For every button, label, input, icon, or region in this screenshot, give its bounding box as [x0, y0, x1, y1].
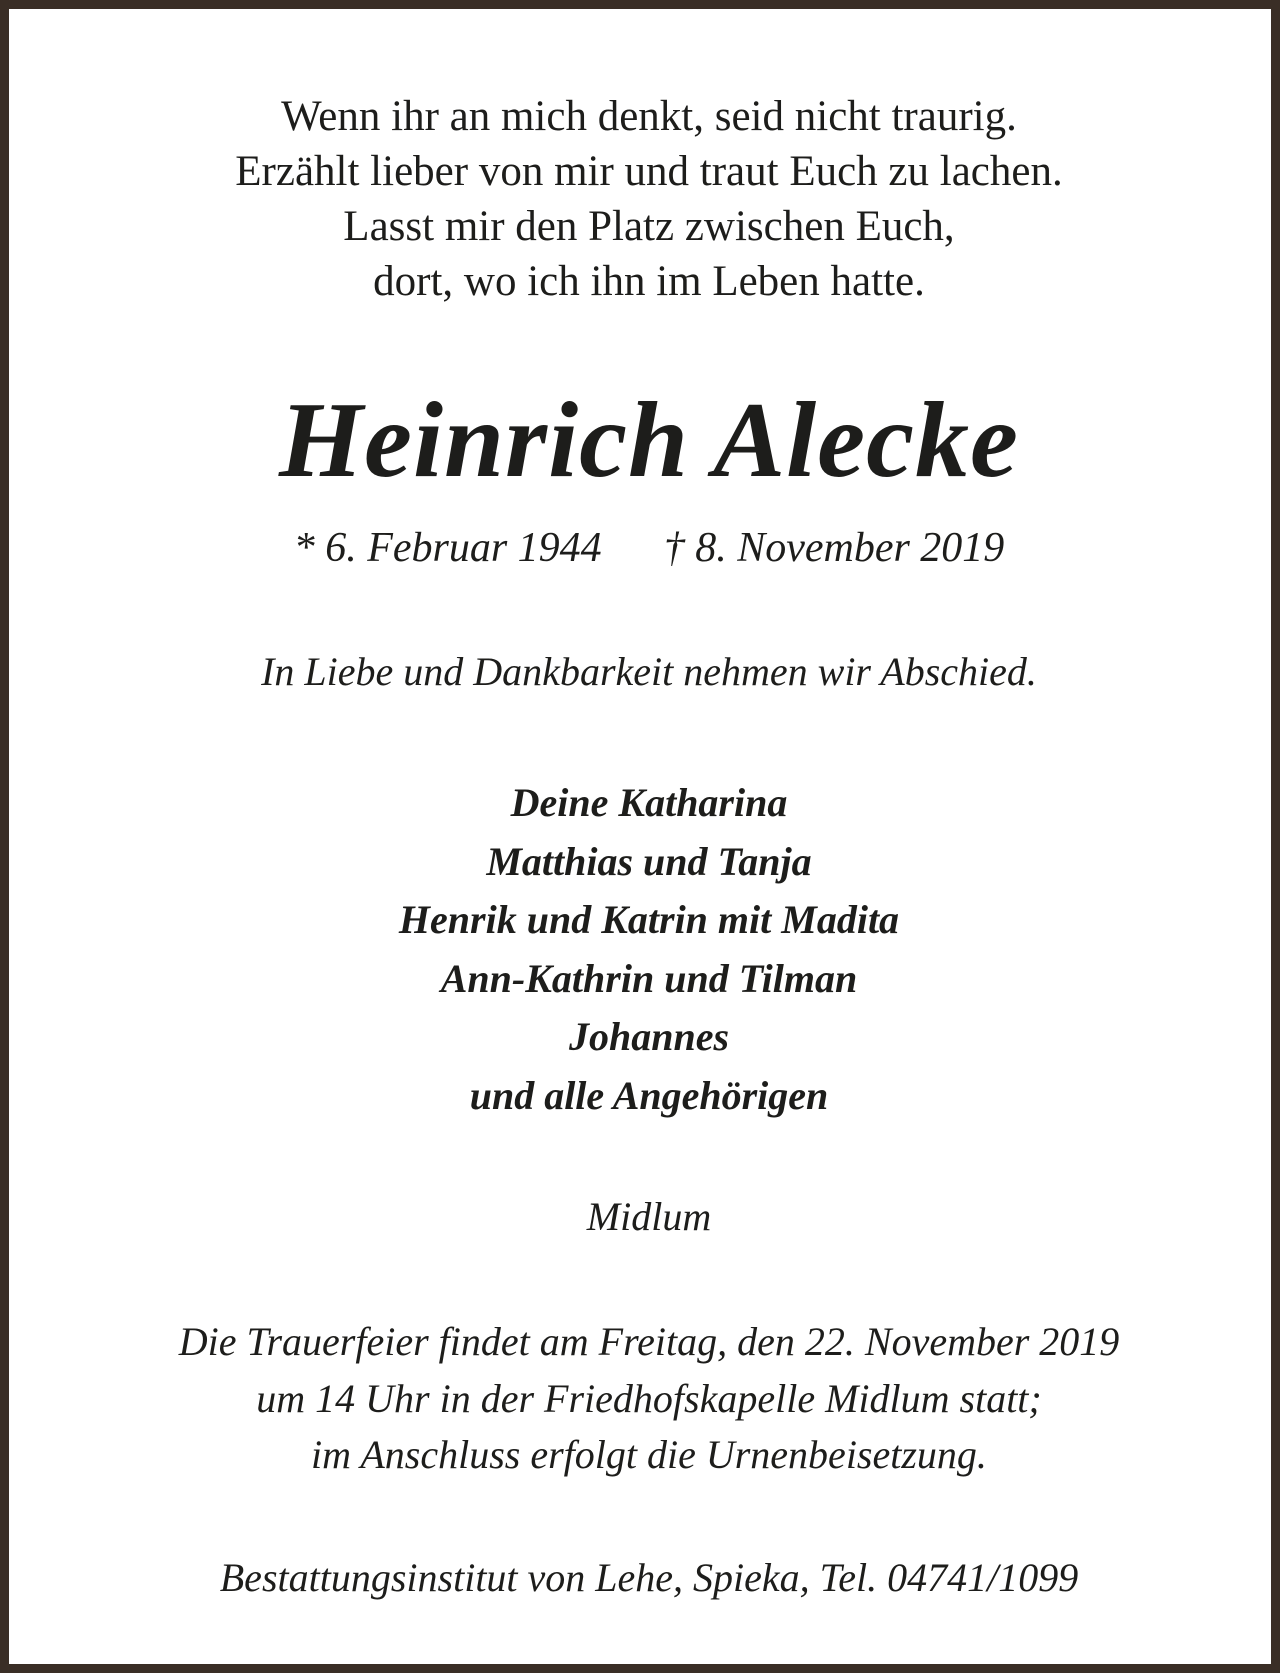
poem-line: Wenn ihr an mich denkt, seid nicht traurig.: [281, 93, 1017, 140]
poem-line: Lasst mir den Platz zwischen Euch,: [343, 203, 955, 250]
ceremony-line: um 14 Uhr in der Friedhofskapelle Midlum statt;: [256, 1375, 1042, 1421]
poem-line: Erzählt lieber von mir und traut Euch zu lachen.: [235, 148, 1063, 195]
mourners-list: [9, 774, 1280, 1125]
death-date: † 8. November 2019: [663, 525, 1005, 571]
mourner-line: und alle Angehörigen: [469, 1072, 829, 1118]
ceremony-line: im Anschluss erfolgt die Urnenbeisetzung.: [311, 1432, 987, 1477]
ceremony-info: [9, 1314, 1280, 1484]
mourner-line: Johannes: [568, 1014, 730, 1059]
mourner-line: Ann-Kathrin und Tilman: [440, 955, 858, 1001]
ceremony-line: Die Trauerfeier findet am Freitag, den 22. November 2019: [178, 1319, 1120, 1364]
mourner-line: Henrik und Katrin mit Madita: [398, 897, 900, 942]
birth-date: * 6. Februar 1944: [293, 525, 602, 571]
farewell-line: In Liebe und Dankbarkeit nehmen wir Abschied.: [261, 649, 1037, 694]
deceased-name: Heinrich Alecke: [279, 381, 1019, 500]
mourner-line: Deine Katharina: [510, 780, 788, 825]
life-dates: [9, 522, 1280, 574]
poem-line: dort, wo ich ihn im Leben hatte.: [373, 258, 925, 305]
undertaker-info: Bestattungsinstitut von Lehe, Spieka, Tel. 04741/1099: [219, 1555, 1079, 1600]
memorial-poem: [9, 89, 1280, 309]
place-name: Midlum: [586, 1194, 712, 1239]
mourner-line: Matthias und Tanja: [486, 838, 812, 884]
